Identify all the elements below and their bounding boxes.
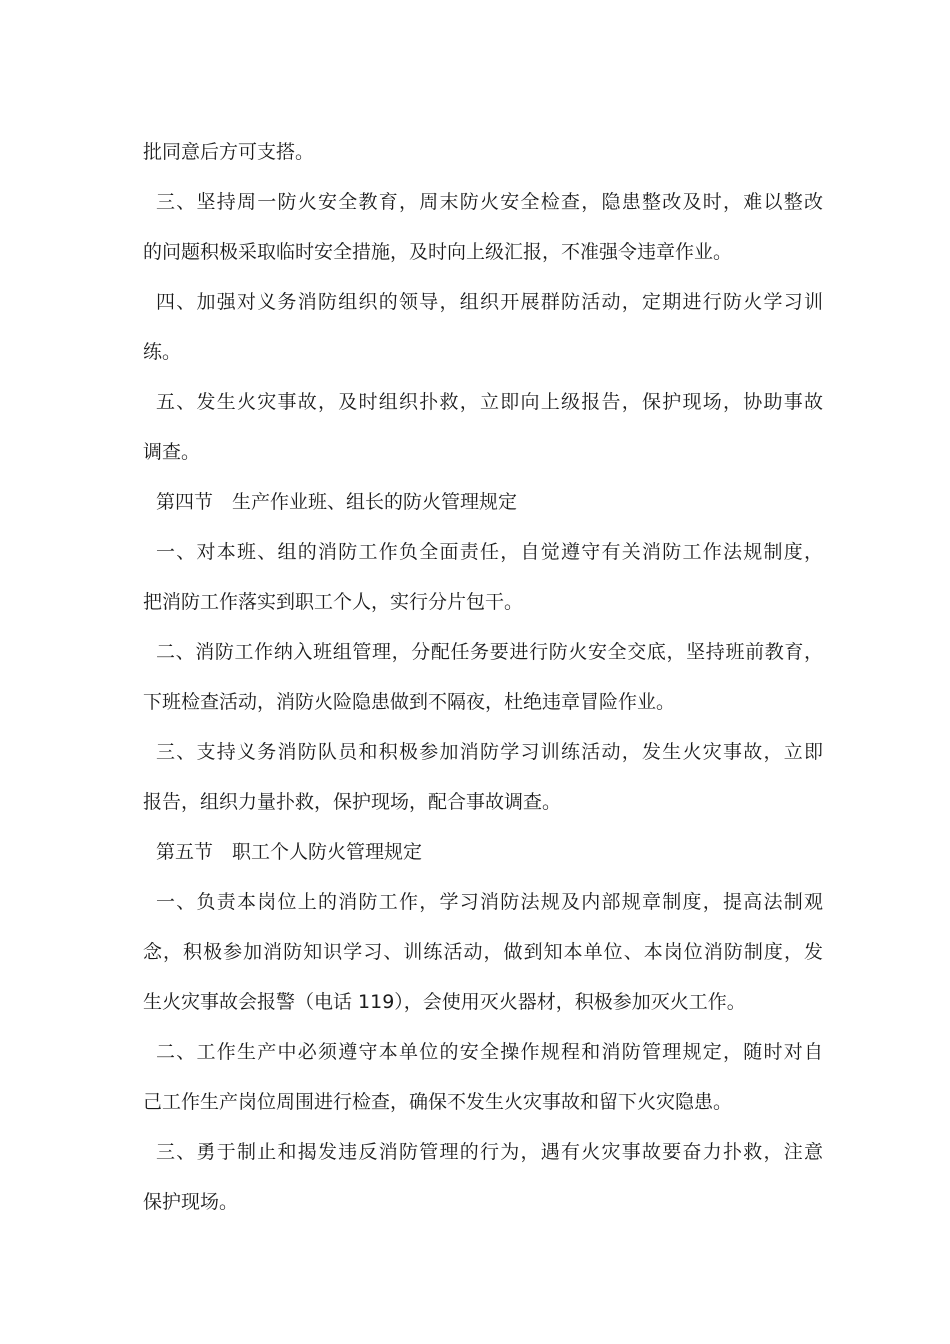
paragraph-line: 练。 <box>143 341 182 363</box>
paragraph-line: 三、支持义务消防队员和积极参加消防学习训练活动，发生火灾事故，立即 <box>156 741 823 763</box>
paragraph-line: 三、勇于制止和揭发违反消防管理的行为，遇有火灾事故要奋力扑救，注意 <box>156 1141 823 1163</box>
paragraph-line: 三、坚持周一防火安全教育，周末防火安全检查，隐患整改及时，难以整改 <box>156 191 823 213</box>
paragraph-line: 五、发生火灾事故，及时组织扑救，立即向上级报告，保护现场，协助事故 <box>156 391 823 413</box>
paragraph-line: 二、消防工作纳入班组管理，分配任务要进行防火安全交底，坚持班前教育， <box>156 641 823 663</box>
section-heading: 第五节 职工个人防火管理规定 <box>156 841 423 863</box>
paragraph-line: 己工作生产岗位周围进行检查，确保不发生火灾事故和留下火灾隐患。 <box>143 1091 733 1113</box>
paragraph-line: 下班检查活动，消防火险隐患做到不隔夜，杜绝违章冒险作业。 <box>143 691 676 713</box>
paragraph-line: 把消防工作落实到职工个人，实行分片包干。 <box>143 591 524 613</box>
paragraph-line: 念，积极参加消防知识学习、训练活动，做到知本单位、本岗位消防制度，发 <box>143 941 823 963</box>
paragraph-line: 批同意后方可支搭。 <box>143 141 315 163</box>
section-heading: 第四节 生产作业班、组长的防火管理规定 <box>156 491 518 513</box>
document-body <box>143 127 823 1227</box>
paragraph-line: 四、加强对义务消防组织的领导，组织开展群防活动，定期进行防火学习训 <box>156 291 823 313</box>
paragraph-line: 一、对本班、组的消防工作负全面责任，自觉遵守有关消防工作法规制度， <box>156 541 823 563</box>
paragraph-line: 调查。 <box>143 441 201 463</box>
paragraph-line: 保护现场。 <box>143 1191 239 1213</box>
paragraph-line: 报告，组织力量扑救，保护现场，配合事故调查。 <box>143 791 562 813</box>
paragraph-line: 二、工作生产中必须遵守本单位的安全操作规程和消防管理规定，随时对自 <box>156 1041 823 1063</box>
paragraph-line: 的问题积极采取临时安全措施，及时向上级汇报，不准强令违章作业。 <box>143 241 733 263</box>
paragraph-line: 一、负责本岗位上的消防工作，学习消防法规及内部规章制度，提高法制观 <box>156 891 823 913</box>
paragraph-line: 生火灾事故会报警（电话 119），会使用灭火器材，积极参加灭火工作。 <box>143 991 746 1013</box>
